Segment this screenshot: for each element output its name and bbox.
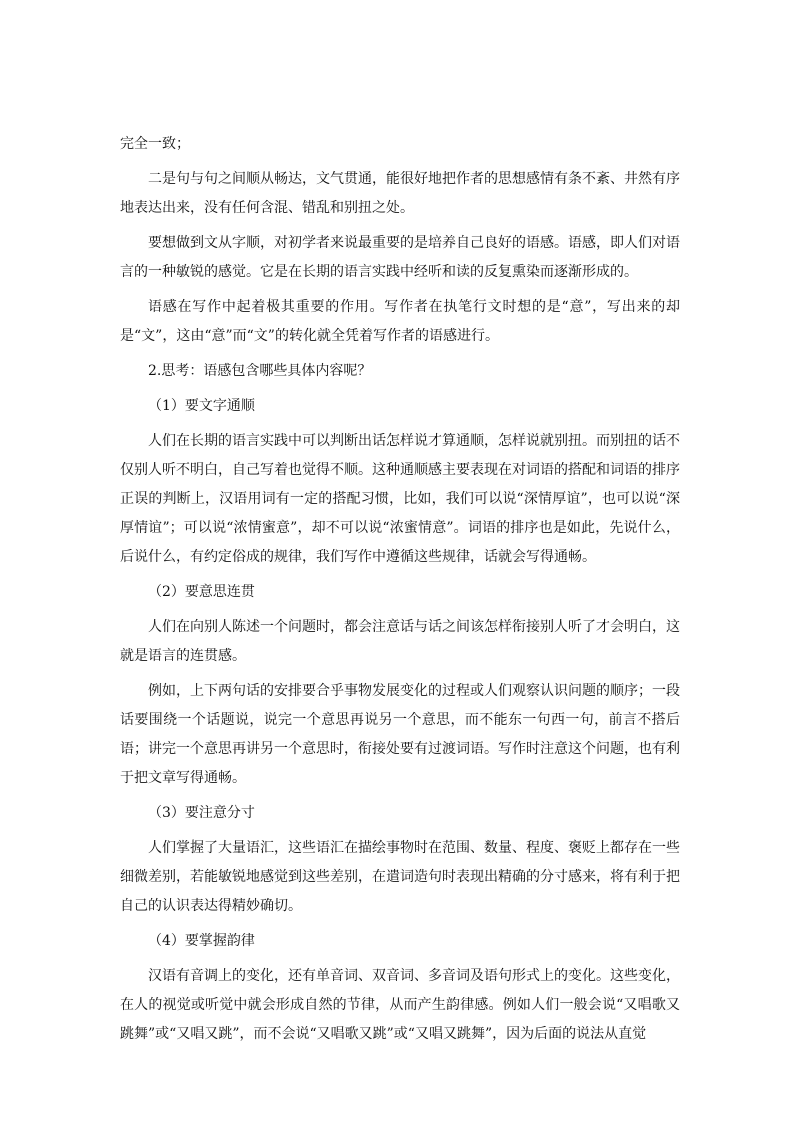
document-body: [120, 130, 680, 1055]
paragraph-fluency: 人们在长期的语言实践中可以判断出话怎样说才算通顺，怎样说就别扭。而别扭的话不仅别人听不明白，自己写着也觉得不顺。这种通顺感主要表现在对词语的搭配和词语的排序正误的判断上，汉语用词有一定的搭配习惯，比如，我们可以说“深情厚谊”，也可以说“深厚情谊”；可以说“浓情蜜意”，却不可以说“浓蜜情意”。词语的排序也是如此，先说什么，后说什么，有约定俗成的规律，我们写作中遵循这些规律，话就会写得通畅。: [120, 433, 680, 565]
section-heading-question: 2.思考：语感包含哪些具体内容呢？: [148, 363, 372, 379]
subheading-precision: （3）要注意分寸: [148, 805, 255, 821]
paragraph-coherence-2: 例如，上下两句话的安排要合乎事物发展变化的过程或人们观察认识问题的顺序；一段话要围绕一个话题说，说完一个意思再说另一个意思，而不能东一句西一句，前言不搭后语；讲完一个意思再讲另一个意思时，衔接处要有过渡词语。写作时注意这个问题，也有利于把文章写得通畅。: [120, 683, 680, 786]
subheading-rhythm: （4）要掌握韵律: [148, 933, 255, 949]
subheading-coherence: （2）要意思连贯: [148, 584, 255, 600]
paragraph-coherence-1: 人们在向别人陈述一个问题时，都会注意话与话之间该怎样衔接别人听了才会明白，这就是语言的连贯感。: [120, 619, 680, 664]
paragraph-rhythm: 汉语有音调上的变化，还有单音词、双音词、多音词及语句形式上的变化。这些变化，在人的视觉或听觉中就会形成自然的节律，从而产生韵律感。例如人们一般会说“又唱歌又跳舞”或“又唱又跳”，而不会说“又唱歌又跳”或“又唱又跳舞”，因为后面的说法从直觉: [120, 968, 680, 1042]
paragraph-sentence-flow: 二是句与句之间顺从畅达，文气贯通，能很好地把作者的思想感情有条不紊、井然有序地表达出来，没有任何含混、错乱和别扭之处。: [120, 171, 680, 216]
subheading-fluency: （1）要文字通顺: [148, 398, 255, 414]
paragraph-language-sense-role: 语感在写作中起着极其重要的作用。写作者在执笔行文时想的是“意”，写出来的却是“文”，这由“意”而“文”的转化就全凭着写作者的语感进行。: [120, 299, 680, 344]
paragraph-language-sense-intro: 要想做到文从字顺，对初学者来说最重要的是培养自己良好的语感。语感，即人们对语言的一种敏锐的感觉。它是在长期的语言实践中经听和读的反复熏染而逐渐形成的。: [120, 235, 680, 280]
paragraph-continuation: 完全一致；: [120, 136, 190, 152]
paragraph-precision: 人们掌握了大量语汇，这些语汇在描绘事物时在范围、数量、程度、褒贬上都存在一些细微差别，若能敏锐地感觉到这些差别，在遣词造句时表现出精确的分寸感来，将有利于把自己的认识表达得精妙确切。: [120, 840, 680, 914]
